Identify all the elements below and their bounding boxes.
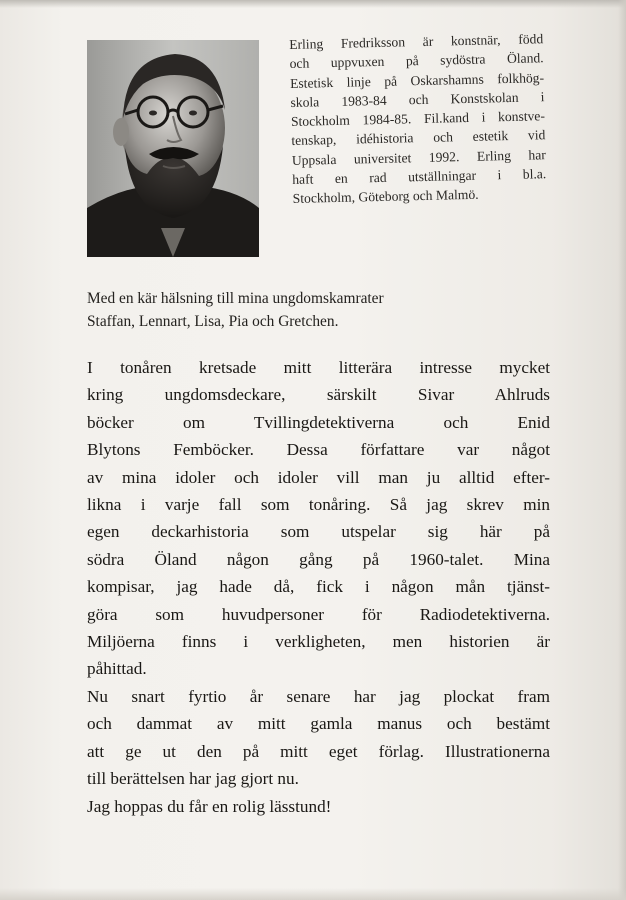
bio-line: Erling Fredriksson är konstnär, född [289,31,544,52]
page-right-edge [618,0,626,900]
page-top-shadow [0,0,626,8]
bio-line: tenskap, idéhistoria och estetik vid [291,127,546,149]
foreword-line: Jag hoppas du får en rolig lässtund! [87,796,332,816]
dedication-line: Staffan, Lennart, Lisa, Pia och Gretchen. [87,313,339,330]
foreword-line: till berättelsen har jag gjort nu. [87,769,299,789]
foreword-line: kompisar, jag hade då, fick i någon mån tjänst- [87,577,550,597]
foreword-text [87,354,550,820]
bio-line: Stockholm, Göteborg och Malmö. [292,187,479,207]
foreword-line: göra som huvudpersoner för Radiodetektiverna. [87,604,550,624]
foreword-line: I tonåren kretsade mitt litterära intresse mycket [87,358,550,377]
page-bottom-edge [0,888,626,900]
bio-line: Uppsala universitet 1992. Erling har [291,146,546,168]
bio-line: haft en rad utställningar i bl.a. [292,166,547,188]
foreword-line: av mina idoler och idoler vill man ju alltid efter- [87,467,550,487]
foreword-line: påhittad. [87,659,147,679]
foreword-line: Miljöerna finns i verkligheten, men historien är [87,632,550,652]
foreword-line: böcker om Tvillingdetektiverna och Enid [87,412,550,432]
bio-line: och uppvuxen på sydöstra Öland. [289,50,544,72]
bio-line: Estetisk linje på Oskarshamns folkhög- [289,69,545,91]
dedication [87,287,527,333]
foreword-line: Nu snart fyrtio år senare har jag plockat fram [87,686,550,706]
author-portrait-icon [87,40,259,257]
foreword-line: och dammat av mitt gamla manus och bestämt [87,714,550,734]
foreword-line: Blytons Femböcker. Dessa författare var något [87,440,550,460]
foreword-line: egen deckarhistoria som utspelar sig här på [87,522,550,542]
author-bio [289,29,547,208]
foreword-line: kring ungdomsdeckare, särskilt Sivar Ahlruds [87,385,550,405]
foreword-line: att ge ut den på mitt eget förlag. Illustrationerna [87,741,550,761]
foreword-line: likna i varje fall som tonåring. Så jag skrev min [87,495,550,515]
dedication-line: Med en kär hälsning till mina ungdomskamrater [87,290,384,307]
bio-line: Stockholm 1984-85. Fil.kand i konstve- [290,108,546,130]
foreword-line: södra Öland någon gång på 1960-talet. Mina [87,549,550,569]
bio-line: skola 1983-84 och Konstskolan i [290,89,545,110]
